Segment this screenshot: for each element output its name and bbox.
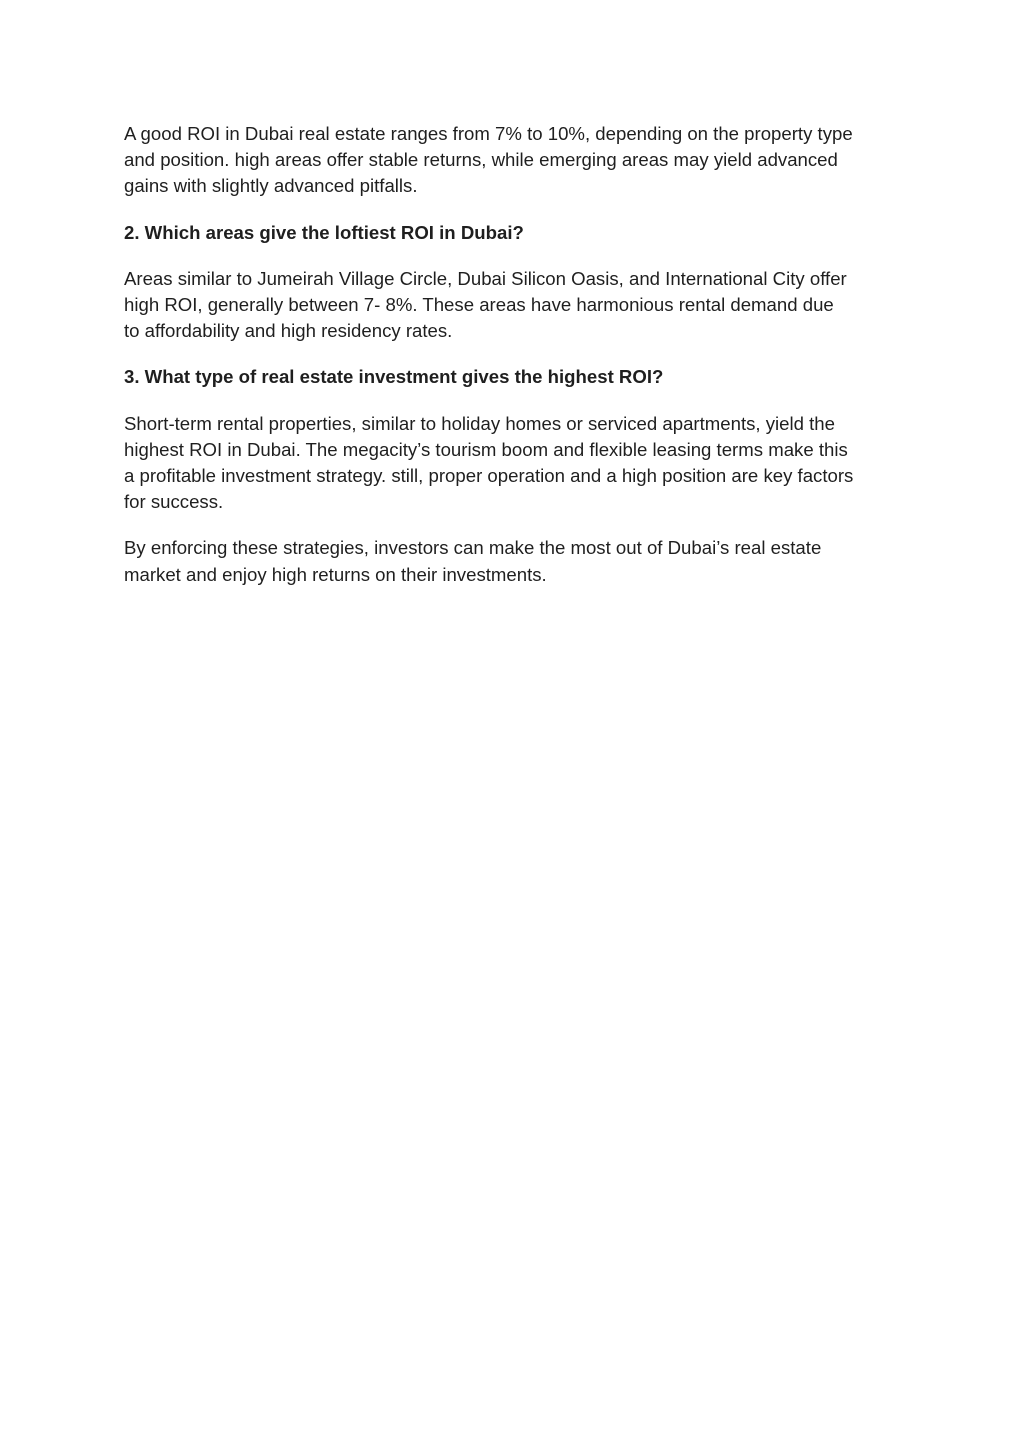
paragraph-conclusion: By enforcing these strategies, investors can make the most out of Dubai’s real estate market and enjoy high returns on their investments. xyxy=(124,537,822,585)
paragraph-short-term-rentals: Short-term rental properties, similar to holiday homes or serviced apartments, yield the highest ROI in Dubai. The megacity’s tourism boom and flexible leasing terms make this a profitable investment strategy. still, proper operation and a high position are key factors for success. xyxy=(124,412,854,513)
paragraph-high-roi-areas: Areas similar to Jumeirah Village Circle, Dubai Silicon Oasis, and International City offer high ROI, generally between 7- 8%. These areas have harmonious rental demand due to affordability and high residency rates. xyxy=(124,267,847,342)
paragraph-roi-range: A good ROI in Dubai real estate ranges from 7% to 10%, depending on the property type and position. high areas offer stable returns, while emerging areas may yield advanced gains with slightly advanced pitfalls. xyxy=(124,123,853,197)
heading-highest-roi-investment-type: 3. What type of real estate investment gives the highest ROI? xyxy=(124,366,664,388)
document-body xyxy=(124,121,908,608)
heading-loftiest-roi-areas: 2. Which areas give the loftiest ROI in Dubai? xyxy=(124,221,524,243)
